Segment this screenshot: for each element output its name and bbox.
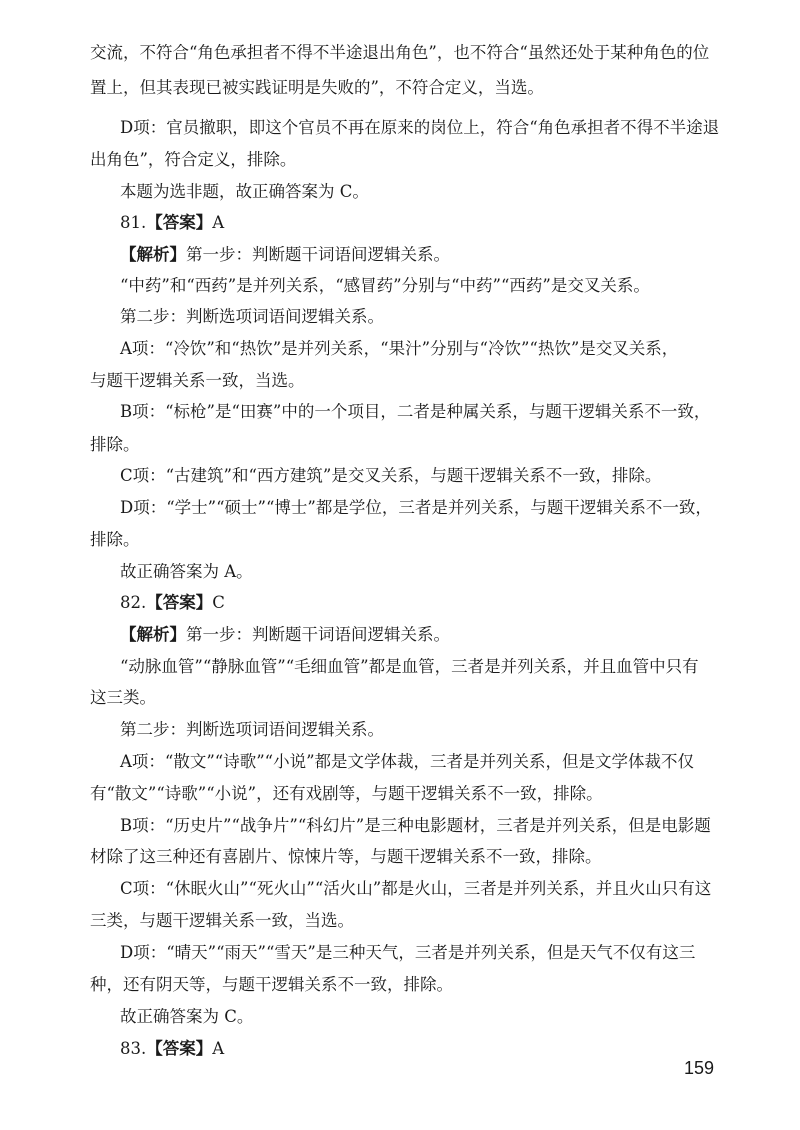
analysis-tag: 【解析】 — [120, 625, 186, 644]
text-line: 排除。 — [90, 530, 140, 549]
text-line: 材除了这三种还有喜剧片、惊悚片等，与题干逻辑关系不一致，排除。 — [90, 847, 602, 866]
analysis-line — [0, 624, 800, 646]
answer-tag: 【答案】 — [146, 1039, 213, 1058]
answer-tag: 【答案】 — [146, 213, 213, 232]
text-line: 有“散文”“诗歌”“小说”，还有戏剧等，与题干逻辑关系不一致，排除。 — [90, 784, 603, 803]
page-number: 159 — [684, 1058, 715, 1078]
answer-letter: C — [212, 593, 225, 612]
text-line: 排除。 — [90, 435, 140, 454]
text-line: “中药”和“西药”是并列关系，“感冒药”分别与“中药”“西药”是交叉关系。 — [120, 276, 650, 295]
text-line: 种，还有阴天等，与题干逻辑关系不一致，排除。 — [90, 975, 453, 994]
option-b: B项：“标枪”是“田赛”中的一个项目，二者是种属关系，与题干逻辑关系不一致， — [120, 402, 711, 421]
answer-heading-83 — [0, 1038, 800, 1060]
analysis-line — [0, 244, 800, 266]
question-number: 83. — [120, 1039, 147, 1058]
text-line: 第二步：判断选项词语间逻辑关系。 — [120, 307, 384, 326]
text-line: 本题为选非题，故正确答案为 C。 — [120, 182, 369, 201]
answer-heading-82 — [0, 592, 800, 614]
option-c: C项：“休眠火山”“死火山”“活火山”都是火山，三者是并列关系，并且火山只有这 — [120, 879, 712, 898]
conclusion: 故正确答案为 A。 — [120, 562, 253, 581]
analysis-tag: 【解析】 — [120, 245, 186, 264]
answer-heading-81 — [0, 212, 800, 234]
question-number: 82. — [120, 593, 147, 612]
answer-letter: A — [212, 1039, 225, 1058]
text-line: 交流，不符合“角色承担者不得不半途退出角色”，也不符合“虽然还处于某种角色的位 — [90, 43, 710, 62]
conclusion: 故正确答案为 C。 — [120, 1007, 254, 1026]
option-a: A项：“冷饮”和“热饮”是并列关系，“果汁”分别与“冷饮”“热饮”是交叉关系， — [120, 339, 679, 358]
option-a: A项：“散文”“诗歌”“小说”都是文学体裁，三者是并列关系，但是文学体裁不仅 — [120, 752, 695, 771]
analysis-text: 第一步：判断题干词语间逻辑关系。 — [186, 245, 450, 264]
analysis-text: 第一步：判断题干词语间逻辑关系。 — [186, 625, 450, 644]
option-b: B项：“历史片”“战争片”“科幻片”是三种电影题材，三者是并列关系，但是电影题 — [120, 816, 711, 835]
text-line: 出角色”，符合定义，排除。 — [90, 150, 297, 169]
answer-tag: 【答案】 — [146, 593, 213, 612]
option-c: C项：“古建筑”和“西方建筑”是交叉关系，与题干逻辑关系不一致，排除。 — [120, 466, 662, 485]
question-number: 81. — [120, 213, 147, 232]
option-d: D项：“晴天”“雨天”“雪天”是三种天气，三者是并列关系，但是天气不仅有这三 — [120, 943, 696, 962]
text-line: “动脉血管”“静脉血管”“毛细血管”都是血管，三者是并列关系，并且血管中只有 — [120, 657, 699, 676]
text-line: 与题干逻辑关系一致，当选。 — [90, 371, 305, 390]
text-line: 三类，与题干逻辑关系一致，当选。 — [90, 911, 354, 930]
text-line: D项：官员撤职，即这个官员不再在原来的岗位上，符合“角色承担者不得不半途退 — [120, 118, 720, 137]
text-line: 第二步：判断选项词语间逻辑关系。 — [120, 720, 384, 739]
text-line: 置上，但其表现已被实践证明是失败的”，不符合定义，当选。 — [90, 78, 544, 97]
option-d: D项：“学士”“硕士”“博士”都是学位，三者是并列关系，与题干逻辑关系不一致， — [120, 498, 712, 517]
answer-letter: A — [212, 213, 225, 232]
text-line: 这三类。 — [90, 688, 156, 707]
